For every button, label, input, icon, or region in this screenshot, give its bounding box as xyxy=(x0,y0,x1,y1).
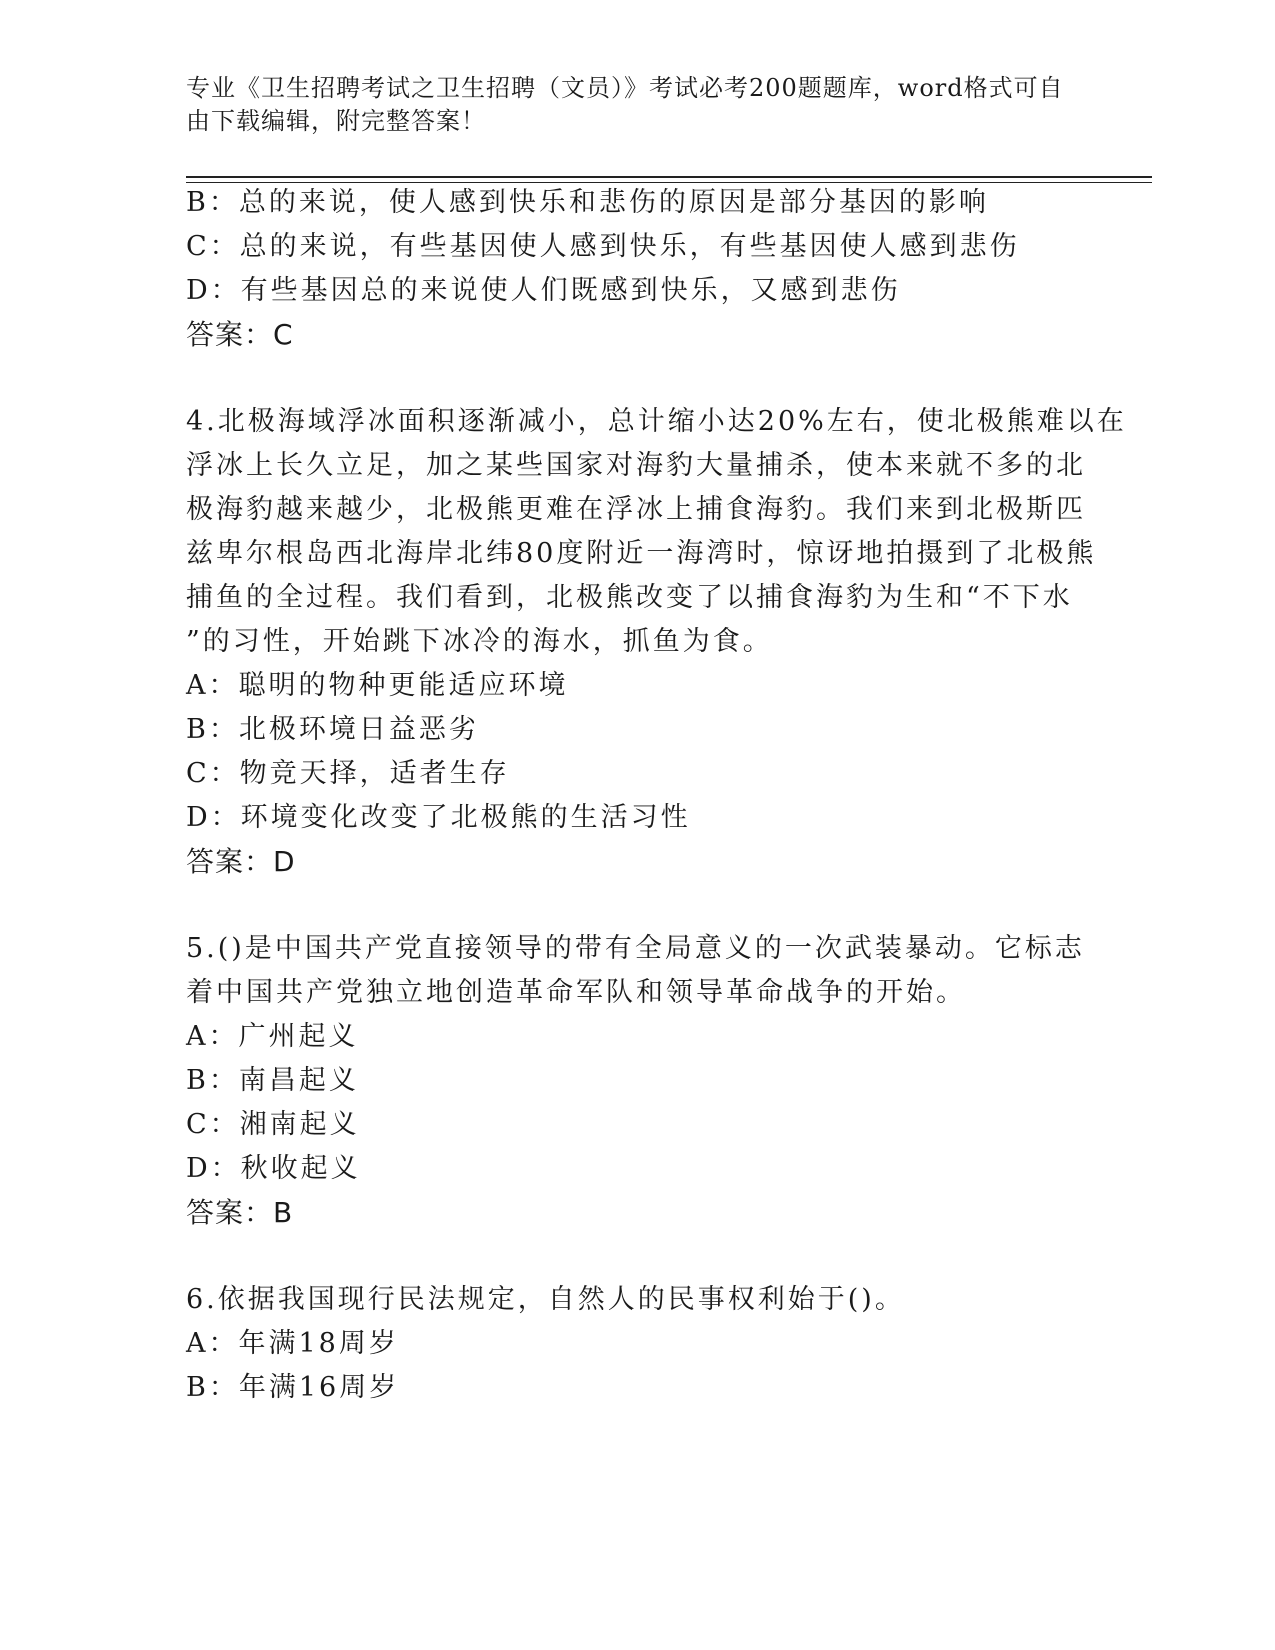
document-header xyxy=(186,72,1066,138)
q4-option-d: D：环境变化改变了北极熊的生活习性 xyxy=(186,802,691,833)
q4-option-c: C：物竞天择，适者生存 xyxy=(186,758,510,789)
q3-answer: 答案：C xyxy=(186,318,294,351)
q3-option-b: B：总的来说，使人感到快乐和悲伤的原因是部分基因的影响 xyxy=(186,187,989,218)
q5-stem-line-1: 5.()是中国共产党直接领导的带有全局意义的一次武装暴动。它标志 xyxy=(186,933,1085,964)
q5-option-b: B：南昌起义 xyxy=(186,1065,359,1096)
q4-answer: 答案：D xyxy=(186,845,296,878)
q5-option-c: C：湘南起义 xyxy=(186,1109,360,1140)
q5-option-d: D：秋收起义 xyxy=(186,1153,361,1184)
q4-stem-line-6: ”的习性，开始跳下冰冷的海水，抓鱼为食。 xyxy=(186,626,773,657)
q4-option-a: A：聪明的物种更能适应环境 xyxy=(186,670,569,701)
q6-option-b: B：年满16周岁 xyxy=(186,1372,400,1403)
q4-stem-line-3: 极海豹越来越少，北极熊更难在浮冰上捕食海豹。我们来到北极斯匹 xyxy=(186,494,1086,525)
q3-option-c: C：总的来说，有些基因使人感到快乐，有些基因使人感到悲伤 xyxy=(186,231,1020,262)
q4-option-b: B：北极环境日益恶劣 xyxy=(186,714,479,745)
header-line-2: 由下载编辑，附完整答案！ xyxy=(186,107,486,135)
q4-stem-line-2: 浮冰上长久立足，加之某些国家对海豹大量捕杀，使本来就不多的北 xyxy=(186,450,1086,481)
q4-stem-line-1: 4.北极海域浮冰面积逐渐减小，总计缩小达20%左右，使北极熊难以在 xyxy=(186,406,1127,437)
header-rule-thick xyxy=(186,176,1152,178)
q4-stem-line-5: 捕鱼的全过程。我们看到，北极熊改变了以捕食海豹为生和“不下水 xyxy=(186,582,1073,613)
q6-option-a: A：年满18周岁 xyxy=(186,1328,399,1359)
q6-stem: 6.依据我国现行民法规定，自然人的民事权利始于()。 xyxy=(186,1284,905,1315)
q4-stem-line-4: 兹卑尔根岛西北海岸北纬80度附近一海湾时，惊讶地拍摄到了北极熊 xyxy=(186,538,1097,569)
header-line-1: 专业《卫生招聘考试之卫生招聘（文员）》考试必考200题题库，word格式可自 xyxy=(186,74,1064,102)
q5-answer: 答案：B xyxy=(186,1196,294,1229)
q5-stem-line-2: 着中国共产党独立地创造革命军队和领导革命战争的开始。 xyxy=(186,977,966,1008)
q5-option-a: A：广州起义 xyxy=(186,1021,359,1052)
q3-option-d: D：有些基因总的来说使人们既感到快乐，又感到悲伤 xyxy=(186,275,901,306)
header-rule-thin xyxy=(186,182,1152,183)
